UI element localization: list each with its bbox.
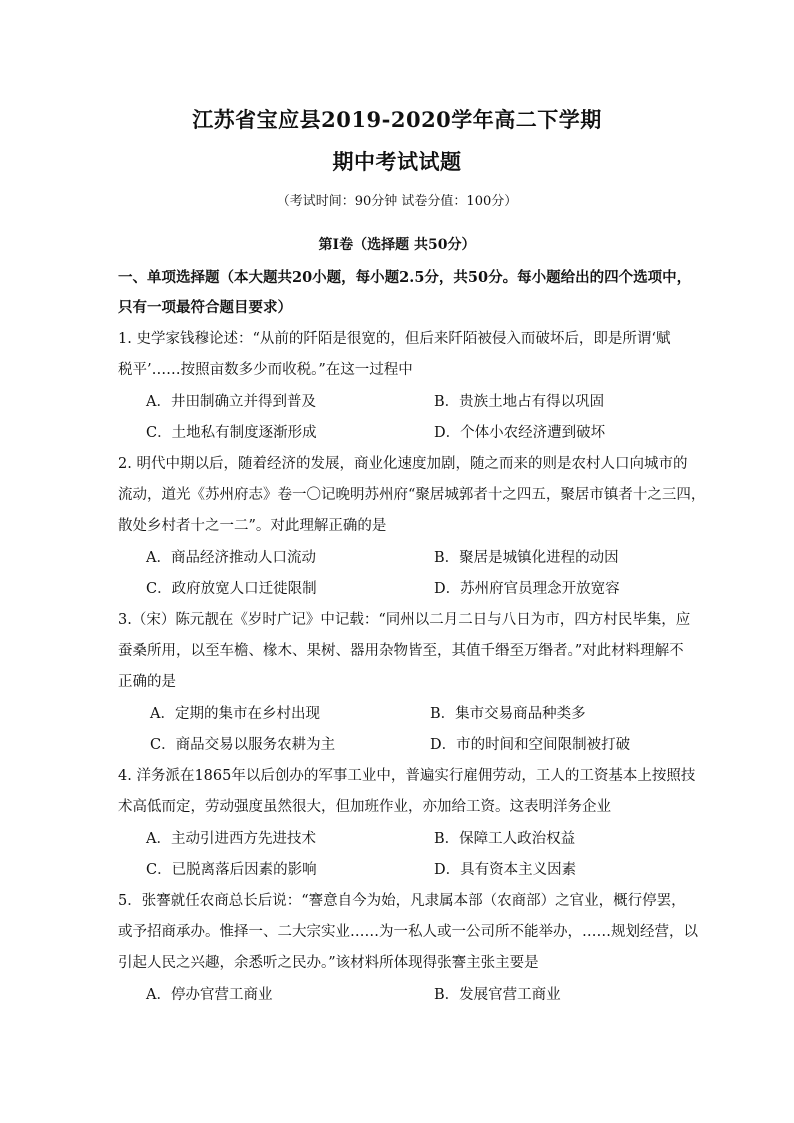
question-text-line: 5．张謇就任农商总长后说：“謇意自今为始，凡隶属本部（农商部）之官业，概行停罢， <box>118 893 686 909</box>
question-text-line: 或予招商承办。惟择一、二大宗实业……为一私人或一公司所不能举办，……规划经营，以 <box>118 924 698 940</box>
question-text-line: 术高低而定，劳动强度虽然很大，但加班作业，亦加给工资。这表明洋务企业 <box>118 799 611 815</box>
exam-title-line2: 期中考试试题 <box>332 149 462 174</box>
question-text-line: 引起人民之兴趣，余悉听之民办。”该材料所体现得张謇主张主要是 <box>118 955 539 971</box>
option-b: B．集市交易商品种类多 <box>430 706 586 722</box>
option-d: D．苏州府官员理念开放宽容 <box>434 581 620 597</box>
question-text-line: 流动，道光《苏州府志》卷一〇记晚明苏州府“聚居城郭者十之四五，聚居市镇者十之三四， <box>118 487 706 503</box>
section-instruction-line1: 一、单项选择题（本大题共20小题，每小题2.5分，共50分。每小题给出的四个选项中， <box>118 269 692 286</box>
option-b: B．聚居是城镇化进程的动因 <box>434 550 619 566</box>
question-text-line: 4. 洋务派在1865年以后创办的军事工业中，普遍实行雇佣劳动，工人的工资基本上按照技 <box>118 768 696 784</box>
option-b: B．发展官营工商业 <box>434 987 561 1003</box>
exam-info: （考试时间：90分钟 试卷分值：100分） <box>276 194 518 209</box>
option-b: B．保障工人政治权益 <box>434 831 576 847</box>
question-text-line: 税平’……按照亩数多少而收税。”在这一过程中 <box>118 362 413 378</box>
option-d: D．具有资本主义因素 <box>434 862 577 878</box>
question-text-line: 正确的是 <box>118 674 176 690</box>
option-a: A．井田制确立并得到普及 <box>146 394 316 410</box>
option-c: C．土地私有制度逐渐形成 <box>146 425 317 441</box>
option-d: D．市的时间和空间限制被打破 <box>430 737 631 753</box>
question-text-line: 1. 史学家钱穆论述：“从前的阡陌是很宽的，但后来阡陌被侵入而破坏后，即是所谓‘赋 <box>118 331 671 347</box>
option-a: A．停办官营工商业 <box>146 987 273 1003</box>
option-a: A．商品经济推动人口流动 <box>146 550 316 566</box>
option-c: C．已脱离落后因素的影响 <box>146 862 317 878</box>
option-a: A．定期的集市在乡村出现 <box>150 706 320 722</box>
section-instruction-line2: 只有一项最符合题目要求） <box>118 299 292 316</box>
option-b: B．贵族土地占有得以巩固 <box>434 394 605 410</box>
question-text-line: 蚕桑所用，以至车檐、椽木、果树、器用杂物皆至，其值千缗至万缗者。”对此材料理解不 <box>118 643 684 659</box>
option-c: C．商品交易以服务农耕为主 <box>150 737 336 753</box>
option-d: D．个体小农经济遭到破坏 <box>434 425 606 441</box>
option-c: C．政府放宽人口迁徙限制 <box>146 581 317 597</box>
option-a: A．主动引进西方先进技术 <box>146 831 316 847</box>
question-text-line: 2. 明代中期以后，随着经济的发展，商业化速度加剧，随之而来的则是农村人口向城市的 <box>118 456 688 472</box>
section-heading: 第Ⅰ卷（选择题 共50分） <box>318 237 476 253</box>
exam-title-line1: 江苏省宝应县2019-2020学年高二下学期 <box>192 107 602 132</box>
question-text-line: 3.（宋）陈元靓在《岁时广记》中记载：“同州以二月二日与八日为市，四方村民毕集，应 <box>118 612 691 628</box>
question-text-line: 散处乡村者十之一二”。对此理解正确的是 <box>118 518 387 534</box>
